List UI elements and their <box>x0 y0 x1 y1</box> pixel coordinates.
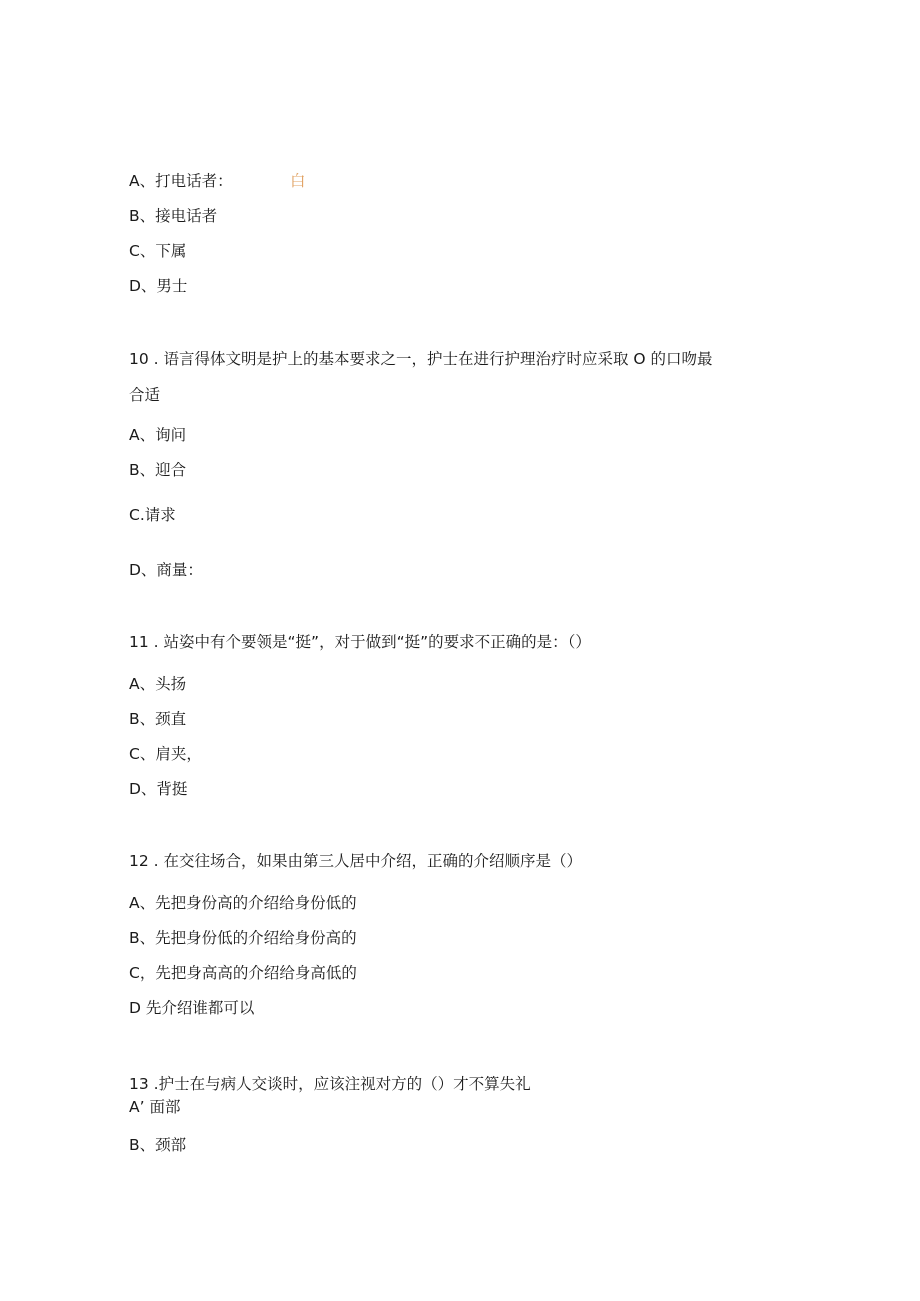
q10-option-b: B、迎合 <box>129 461 187 479</box>
q10-option-a: A、询问 <box>129 426 187 444</box>
q10-option-c: C.请求 <box>129 506 176 524</box>
q11-option-b: B、颈直 <box>129 710 187 728</box>
q11-option-a: A、头扬 <box>129 675 187 693</box>
q11-option-d: D、背挺 <box>129 780 188 798</box>
q12-option-a: A、先把身份高的介绍给身份低的 <box>129 894 357 912</box>
q9-option-d: D、男士 <box>129 277 188 295</box>
q10-option-d: D、商量： <box>129 561 203 579</box>
q12-option-c: C，先把身高高的介绍给身高低的 <box>129 964 357 982</box>
q9-option-a: A、打电话者： <box>129 172 233 190</box>
q13-stem: 13 .护士在与病人交谈时，应该注视对方的（）才不算失礼 <box>129 1075 531 1093</box>
q9-mark: 白 <box>290 172 306 190</box>
q10-stem-line1: 10 . 语言得体文明是护上的基本要求之一，护士在进行护理治疗时应采取 O 的口吻最 <box>129 350 713 368</box>
q13-option-a: A’ 面部 <box>129 1098 181 1116</box>
q11-option-c: C、肩夹， <box>129 745 202 763</box>
q11-stem: 11 . 站姿中有个要领是“挺”，对于做到“挺”的要求不正确的是：（） <box>129 633 591 651</box>
q10-stem-line2: 合适 <box>129 386 161 404</box>
q9-option-b: B、接电话者 <box>129 207 218 225</box>
q13-option-b: B、颈部 <box>129 1136 187 1154</box>
q12-option-d: D 先介绍谁都可以 <box>129 999 255 1017</box>
q12-stem: 12 . 在交往场合，如果由第三人居中介绍，正确的介绍顺序是（） <box>129 852 583 870</box>
q9-option-c: C、下属 <box>129 242 187 260</box>
q12-option-b: B、先把身份低的介绍给身份高的 <box>129 929 357 947</box>
